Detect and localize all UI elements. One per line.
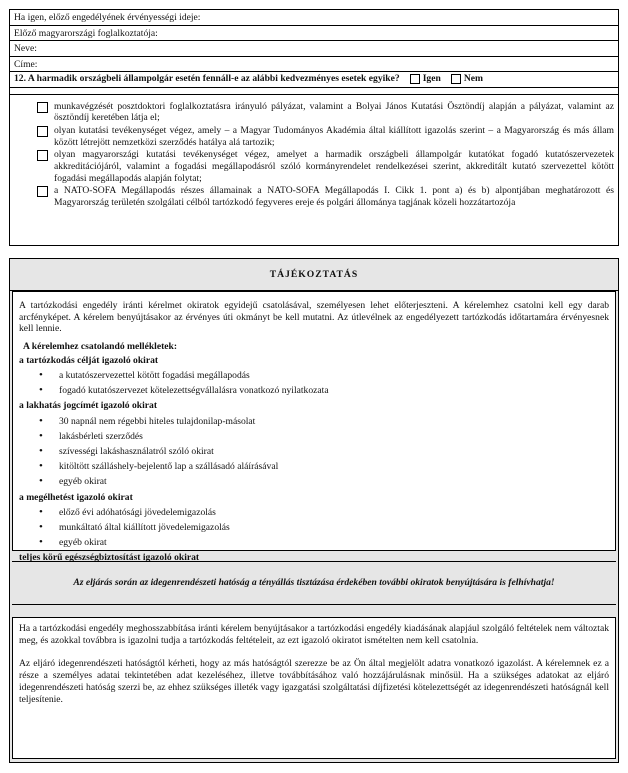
previous-permit-validity-field[interactable]: Ha igen, előző engedélyének érvényességi ideje: [10,10,618,26]
list-item: • kitöltött szálláshely-bejelentő lap a szállásadó aláírásával [39,461,609,473]
group-title-housing: a lakhatás jogcímét igazoló okirat [19,400,158,412]
information-title: TÁJÉKOZTATÁS [10,259,618,291]
case-text-1: munkavégzését posztdoktori foglalkoztatásra irányuló pályázat, valamint a Bolyai János Kutatási Ösztöndíj alapján a pályázat, valamint az ösztöndíj keretében látja el; [54,100,614,124]
housing-documents-list [19,416,609,489]
case-text-2: olyan kutatási tevékenységet végez, amely – a Magyar Tudományos Akadémia által kiállított igazolás szerint – a Magyarország és más állam között létrejött nemzetközi szerződés hatálya alá tartozik; [54,124,614,148]
attachments-heading: A kérelemhez csatolandó mellékletek: [23,341,178,353]
list-item: • fogadó kutatószervezet kötelezettségvállalásra vonatkozó nyilatkozata [39,385,609,397]
preferential-cases-list [10,95,618,209]
group-title-purpose: a tartózkodás célját igazoló okirat [19,354,159,366]
list-item: • munkáltató által kiállított jövedelemigazolás [39,522,609,534]
employer-address-field[interactable]: Címe: [10,57,618,73]
case-text-4: a NATO-SOFA Megállapodás részes államainak a NATO-SOFA Megállapodás I. Cikk 1. pont a) és b) alpontjában meghatározott és Magyarország területén szolgálati célból tartózkodó fegyveres ereje és polgári állománya tagjának közeli hozzátartozója [54,185,614,209]
question-12-yes-option [404,73,441,85]
group-title-livelihood: a megélhetést igazoló okirat [19,491,133,503]
information-section [9,258,619,763]
preferential-case-postdoc [10,101,614,124]
employer-name-field[interactable]: Neve: [10,41,618,57]
section-gap [10,88,618,95]
list-item: • 30 napnál nem régebbi hiteles tulajdonilap-másolat [39,416,609,428]
preferential-case-mta [10,125,614,148]
case-text-3: olyan magyarországi kutatási tevékenységet végez, amelyet a harmadik országbeli állampolgár kutatókat fogadó kutatószervezetek akkreditációjáról, valamint a fogadási megállapodásról szóló kormányrendelet rendelkezései szerint, akkreditált kutató szervezettel kötött fogadási megállapodás alapján folytat; [54,149,614,184]
renewal-info-panel [12,617,616,759]
form-section [9,9,619,246]
livelihood-documents-list [19,507,609,549]
case-checkbox-2[interactable] [37,126,48,137]
no-checkbox[interactable] [451,74,461,84]
case-checkbox-4[interactable] [37,186,48,197]
question-12 [10,72,618,88]
list-item: • a kutatószervezettel kötött fogadási megállapodás [39,370,609,382]
preferential-case-accredited [10,149,614,184]
list-item: • egyéb okirat [39,537,609,549]
purpose-documents-list [19,370,609,397]
question-12-text: 12. A harmadik országbeli állampolgár esetén fennáll-e az alábbi kedvezményes esetek egyike? [14,73,400,85]
yes-checkbox[interactable] [410,74,420,84]
question-12-no-option [445,73,483,85]
no-label: Nem [463,73,483,85]
list-item: • előző évi adóhatósági jövedelemigazolás [39,507,609,519]
authority-note: Az eljárás során az idegenrendészeti hatóság a tényállás tisztázása érdekében további okiratok benyújtására is felhívhatja! [12,561,616,605]
preferential-case-nato [10,185,614,208]
health-insurance-item: teljes körű egészségbiztosítást igazoló okirat [19,552,200,564]
list-item: • lakásbérleti szerződés [39,431,609,443]
attachments-panel [12,291,616,564]
case-checkbox-1[interactable] [37,102,48,113]
yes-label: Igen [422,73,441,85]
intro-paragraph: A tartózkodási engedély iránti kérelmet okiratok egyidejű csatolásával, személyesen lehet előterjeszteni. A kérelemhez csatolni kell egy darab arcfényképet. A kérelem benyújtásakor az érvényes úti okmányt be kell mutatni. Az útlevélnek az engedélyezett tartózkodás időtartamára érvényesnek kell lennie. [19,300,609,335]
list-item: • egyéb okirat [39,476,609,488]
data-request-paragraph: Az eljáró idegenrendészeti hatóságtól kérheti, hogy az más hatóságtól szerezze be az Ön által megjelölt adatra vonatkozó igazolást. A kérelemnek ez a része a személyes adatai tekintetében adat kezeléséhez, illetve továbbításához való hozzájárulásnak minősül. Ha a szükséges adatokat az eljáró idegenrendészeti hatóság szerzi be, az ehhez szükséges illeték vagy igazgatási szolgáltatási díjfizetési kötelezettségét az idegenrendészeti hatóságnál kell teljesítenie. [19,658,609,705]
list-item: • szívességi lakáshasználatról szóló okirat [39,446,609,458]
previous-employer-field[interactable]: Előző magyarországi foglalkoztatója: [10,26,618,42]
case-checkbox-3[interactable] [37,150,48,161]
renewal-paragraph: Ha a tartózkodási engedély meghosszabbítása iránti kérelem benyújtásakor a tartózkodási engedély kiadásának alapjául szolgáló feltételek nem változtak meg, és azokkal továbbra is igazolni tudja a tartózkodás feltételeit, az ezt igazoló okiratot ismételten nem kell csatolnia. [19,623,609,646]
